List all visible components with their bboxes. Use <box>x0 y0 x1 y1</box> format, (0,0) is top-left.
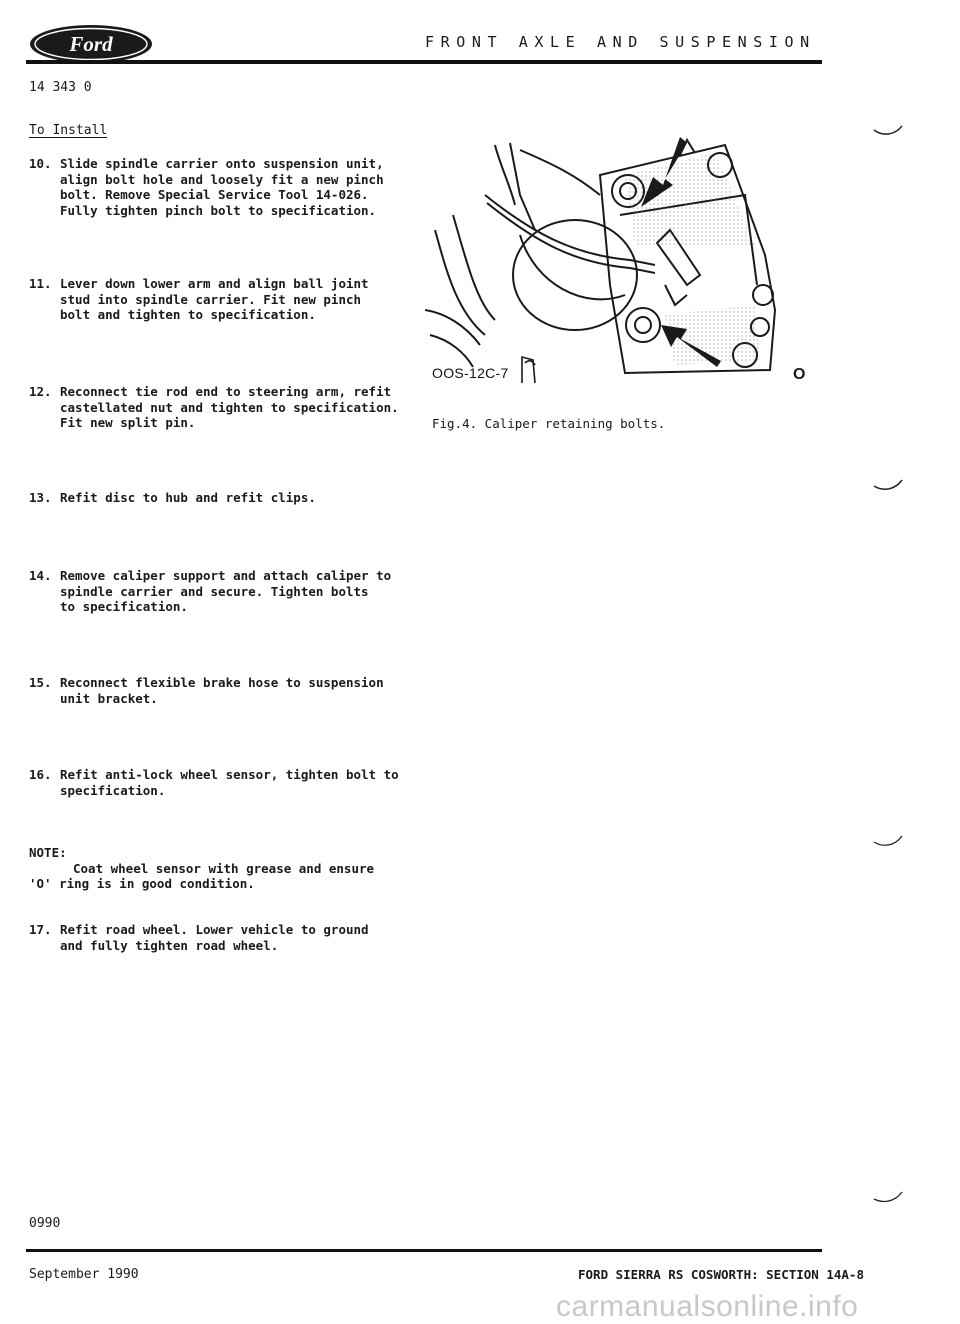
check-tick-icon <box>872 478 912 494</box>
step-number: 16. <box>29 767 52 782</box>
section-heading: To Install <box>29 123 108 138</box>
figure-caption: Fig.4. Caliper retaining bolts. <box>432 416 666 431</box>
step-text: Refit road wheel. Lower vehicle to ground and fully tighten road wheel. <box>60 922 369 953</box>
step-number: 15. <box>29 675 52 690</box>
step-15 <box>29 675 419 706</box>
step-text: Reconnect tie rod end to steering arm, refit castellated nut and tighten to specification. Fit new split pin. <box>60 384 399 430</box>
header-rule <box>26 60 822 64</box>
check-tick-icon <box>872 124 912 140</box>
footer-date: September 1990 <box>29 1267 139 1282</box>
step-number: 13. <box>29 490 52 505</box>
step-14 <box>29 568 419 615</box>
caliper-drawing <box>425 135 815 387</box>
note-label: NOTE: <box>29 845 67 860</box>
step-number: 17. <box>29 922 52 937</box>
page-header-title: FRONT AXLE AND SUSPENSION <box>425 33 816 51</box>
step-text: Remove caliper support and attach caliper to spindle carrier and secure. Tighten bolts to specification. <box>60 568 392 614</box>
ford-oval-icon <box>29 24 153 64</box>
step-text: Lever down lower arm and align ball joint stud into spindle carrier. Fit new pinch bolt and tighten to specification. <box>60 276 369 322</box>
step-13 <box>29 490 419 506</box>
issue-code: 0990 <box>29 1216 61 1231</box>
step-number: 12. <box>29 384 52 399</box>
step-11 <box>29 276 419 323</box>
footer-reference: FORD SIERRA RS COSWORTH: SECTION 14A-8 <box>578 1267 864 1282</box>
footer-rule <box>26 1249 822 1252</box>
document-number: 14 343 0 <box>29 80 92 95</box>
step-12 <box>29 384 419 431</box>
figure-code: OOS-12C-7 <box>432 365 509 381</box>
watermark: carmanualsonline.info <box>556 1290 859 1323</box>
step-16 <box>29 767 419 798</box>
step-text: Reconnect flexible brake hose to suspension unit bracket. <box>60 675 384 706</box>
check-tick-icon <box>872 1190 912 1206</box>
figure-marker: O <box>793 366 806 383</box>
ford-logo <box>29 24 153 64</box>
step-10 <box>29 156 419 218</box>
step-note <box>29 845 419 892</box>
step-17 <box>29 922 419 953</box>
step-number: 14. <box>29 568 52 583</box>
check-tick-icon <box>872 834 912 850</box>
caliper-illustration <box>425 135 815 387</box>
step-text: Slide spindle carrier onto suspension unit, align bolt hole and loosely fit a new pinch bolt. Remove Special Service Tool 14-026. Fully tighten pinch bolt to specification. <box>60 156 384 218</box>
step-number: 11. <box>29 276 52 291</box>
step-text: Refit disc to hub and refit clips. <box>60 490 316 505</box>
note-text <box>29 845 419 892</box>
step-number: 10. <box>29 156 52 171</box>
note-text-content: Coat wheel sensor with grease and ensure 'O' ring is in good condition. <box>29 860 375 891</box>
step-text: Refit anti-lock wheel sensor, tighten bolt to specification. <box>60 767 399 798</box>
logo-text: Ford <box>69 32 113 56</box>
